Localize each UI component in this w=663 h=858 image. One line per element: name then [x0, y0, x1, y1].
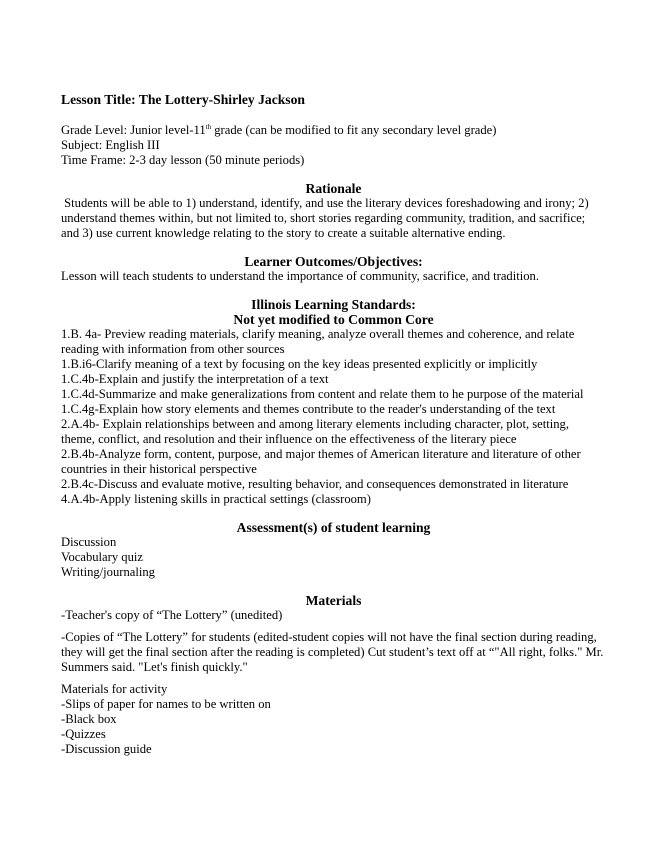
- standard-item: 1.B. 4a- Preview reading materials, clarify meaning, analyze overall themes and coherence, and relate reading with information from other sources: [61, 327, 575, 356]
- materials-activity-list: [61, 697, 606, 757]
- standard-item: 1.C.4d-Summarize and make generalizations from content and relate them to he purpose of the material: [61, 387, 584, 401]
- materials-teacher-copy: -Teacher's copy of “The Lottery” (unedited): [61, 608, 283, 622]
- assessment-list: [61, 535, 606, 580]
- materials-activity-item: -Quizzes: [61, 727, 106, 741]
- standards-heading: Illinois Learning Standards:: [251, 297, 416, 312]
- outcomes-heading: Learner Outcomes/Objectives:: [244, 254, 423, 269]
- assessment-heading: Assessment(s) of student learning: [236, 520, 431, 535]
- lesson-meta: [61, 123, 606, 168]
- materials-heading: Materials: [305, 593, 362, 608]
- materials-student-copies: -Copies of “The Lottery” for students (edited-student copies will not have the final section during reading, they will get the final section after the reading is completed) Cut student’s text off at “"All right, folks." Mr. Summers said. "Let's finish quickly.": [61, 630, 604, 674]
- standards-list: [61, 327, 606, 507]
- grade-level-superscript: th: [205, 122, 212, 131]
- materials-activity-item: -Black box: [61, 712, 117, 726]
- subject: Subject: English III: [61, 138, 160, 152]
- materials-activity-item: -Slips of paper for names to be written on: [61, 697, 271, 711]
- lesson-plan: [61, 92, 606, 757]
- assessment-item: Vocabulary quiz: [61, 550, 143, 564]
- standard-item: 2.A.4b- Explain relationships between and among literary elements including character, plot, setting, theme, conflict, and resolution and their influence on the effectiveness of the literary piece: [61, 417, 569, 446]
- assessment-item: Writing/journaling: [61, 565, 155, 579]
- standard-item: 1.B.i6-Clarify meaning of a text by focusing on the key ideas presented explicitly or implicitly: [61, 357, 538, 371]
- assessment-item: Discussion: [61, 535, 117, 549]
- lesson-title: Lesson Title: The Lottery-Shirley Jackson: [61, 92, 305, 107]
- time-frame: Time Frame: 2-3 day lesson (50 minute periods): [61, 153, 305, 167]
- standards-subheading: Not yet modified to Common Core: [233, 312, 434, 327]
- standard-item: 1.C.4b-Explain and justify the interpretation of a text: [61, 372, 329, 386]
- rationale-body: Students will be able to 1) understand, identify, and use the literary devices foreshadowing and irony; 2) understand themes within, but not limited to, short stories regarding community, tradition, and sacrifice; and 3) use current knowledge relating to the story to create a suitable alternative ending.: [61, 196, 592, 240]
- rationale-heading: Rationale: [305, 181, 362, 196]
- grade-level: [61, 123, 606, 138]
- standard-item: 1.C.4g-Explain how story elements and themes contribute to the reader's understanding of the text: [61, 402, 556, 416]
- standard-item: 4.A.4b-Apply listening skills in practical settings (classroom): [61, 492, 371, 506]
- outcomes-body: Lesson will teach students to understand the importance of community, sacrifice, and tradition.: [61, 269, 539, 283]
- standard-item: 2.B.4c-Discuss and evaluate motive, resulting behavior, and consequences demonstrated in literature: [61, 477, 569, 491]
- materials-activity-label: Materials for activity: [61, 682, 168, 696]
- grade-level-prefix: Grade Level: Junior level-11: [61, 123, 206, 137]
- standard-item: 2.B.4b-Analyze form, content, purpose, and major themes of American literature and literature of other countries in their historical perspective: [61, 447, 581, 476]
- materials-activity-item: -Discussion guide: [61, 742, 152, 756]
- grade-level-suffix: grade (can be modified to fit any secondary level grade): [211, 123, 497, 137]
